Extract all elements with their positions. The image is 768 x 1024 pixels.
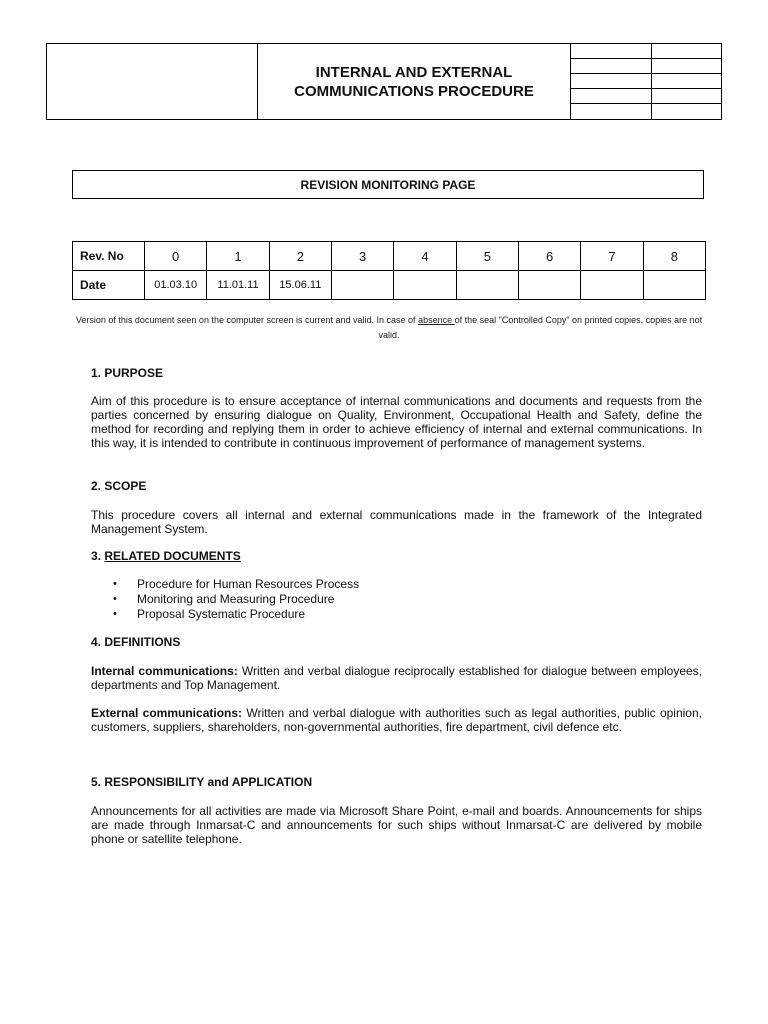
- rev-date-cell: 01.03.10: [145, 271, 207, 300]
- rev-no-label: Rev. No: [73, 242, 145, 271]
- document-info-grid: [571, 44, 721, 119]
- revision-table: [72, 241, 706, 300]
- rev-date-cell: 11.01.11: [207, 271, 269, 300]
- rev-date-cell: [643, 271, 705, 300]
- rev-number-cell: 5: [456, 242, 518, 271]
- absence-underlined: absence: [418, 315, 455, 325]
- rev-number-cell: 6: [518, 242, 580, 271]
- rev-number-cell: 4: [394, 242, 456, 271]
- logo-area: [47, 44, 258, 119]
- related-documents-list: [91, 577, 359, 622]
- related-documents-heading: 3. RELATED DOCUMENTS: [91, 549, 241, 563]
- definitions-heading: 4. DEFINITIONS: [91, 635, 181, 649]
- internal-communications-definition: Internal communications: Written and verbal dialogue reciprocally established for dialogue between employees, departments and Top Management.: [91, 664, 702, 692]
- date-label: Date: [73, 271, 145, 300]
- rev-number-cell: 7: [581, 242, 643, 271]
- list-item: • Proposal Systematic Procedure: [91, 607, 359, 622]
- document-header: [46, 43, 722, 120]
- rev-number-cell: 1: [207, 242, 269, 271]
- list-item: • Procedure for Human Resources Process: [91, 577, 359, 592]
- purpose-heading: 1. PURPOSE: [91, 366, 164, 380]
- validity-note: Version of this document seen on the computer screen is current and valid. In case of absence of the seal "Controlled Copy" on printed copies, copies are not valid.: [75, 315, 703, 340]
- rev-date-cell: [518, 271, 580, 300]
- external-communications-definition: External communications: Written and verbal dialogue with authorities such as legal authorities, public opinion, customers, suppliers, shareholders, non-governmental authorities, fire department, civil defence etc.: [91, 706, 702, 734]
- revision-number-row: [73, 242, 706, 271]
- purpose-text: Aim of this procedure is to ensure acceptance of internal communications and documents and requests from the parties concerned by ensuring dialogue on Quality, Environment, Occupational Health and Safety, define the method for recording and replying them in order to achieve efficiency of internal and external communications. In this way, it is intended to contribute in continuous improvement of performance of management systems.: [91, 394, 702, 450]
- rev-date-cell: [581, 271, 643, 300]
- scope-heading: 2. SCOPE: [91, 479, 147, 493]
- rev-date-cell: 15.06.11: [269, 271, 331, 300]
- list-item: • Monitoring and Measuring Procedure: [91, 592, 359, 607]
- responsibility-heading: 5. RESPONSIBILITY and APPLICATION: [91, 775, 313, 789]
- rev-number-cell: 2: [269, 242, 331, 271]
- rev-date-cell: [394, 271, 456, 300]
- title-line-2: COMMUNICATIONS PROCEDURE: [294, 82, 534, 100]
- rev-number-cell: 8: [643, 242, 705, 271]
- revision-date-row: [73, 271, 706, 300]
- scope-text: This procedure covers all internal and external communications made in the framework of the Integrated Management System.: [91, 508, 702, 536]
- revision-monitoring-title: REVISION MONITORING PAGE: [72, 170, 704, 199]
- rev-number-cell: 0: [145, 242, 207, 271]
- rev-date-cell: [456, 271, 518, 300]
- title-line-1: INTERNAL AND EXTERNAL: [315, 63, 513, 81]
- rev-date-cell: [331, 271, 393, 300]
- responsibility-text: Announcements for all activities are made via Microsoft Share Point, e-mail and boards. Announcements for ships are made through Inmarsat-C and announcements for such ships without Inmarsat-C are delivered by mobile phone or satellite telephone.: [91, 804, 702, 846]
- document-title: [258, 44, 571, 119]
- rev-number-cell: 3: [331, 242, 393, 271]
